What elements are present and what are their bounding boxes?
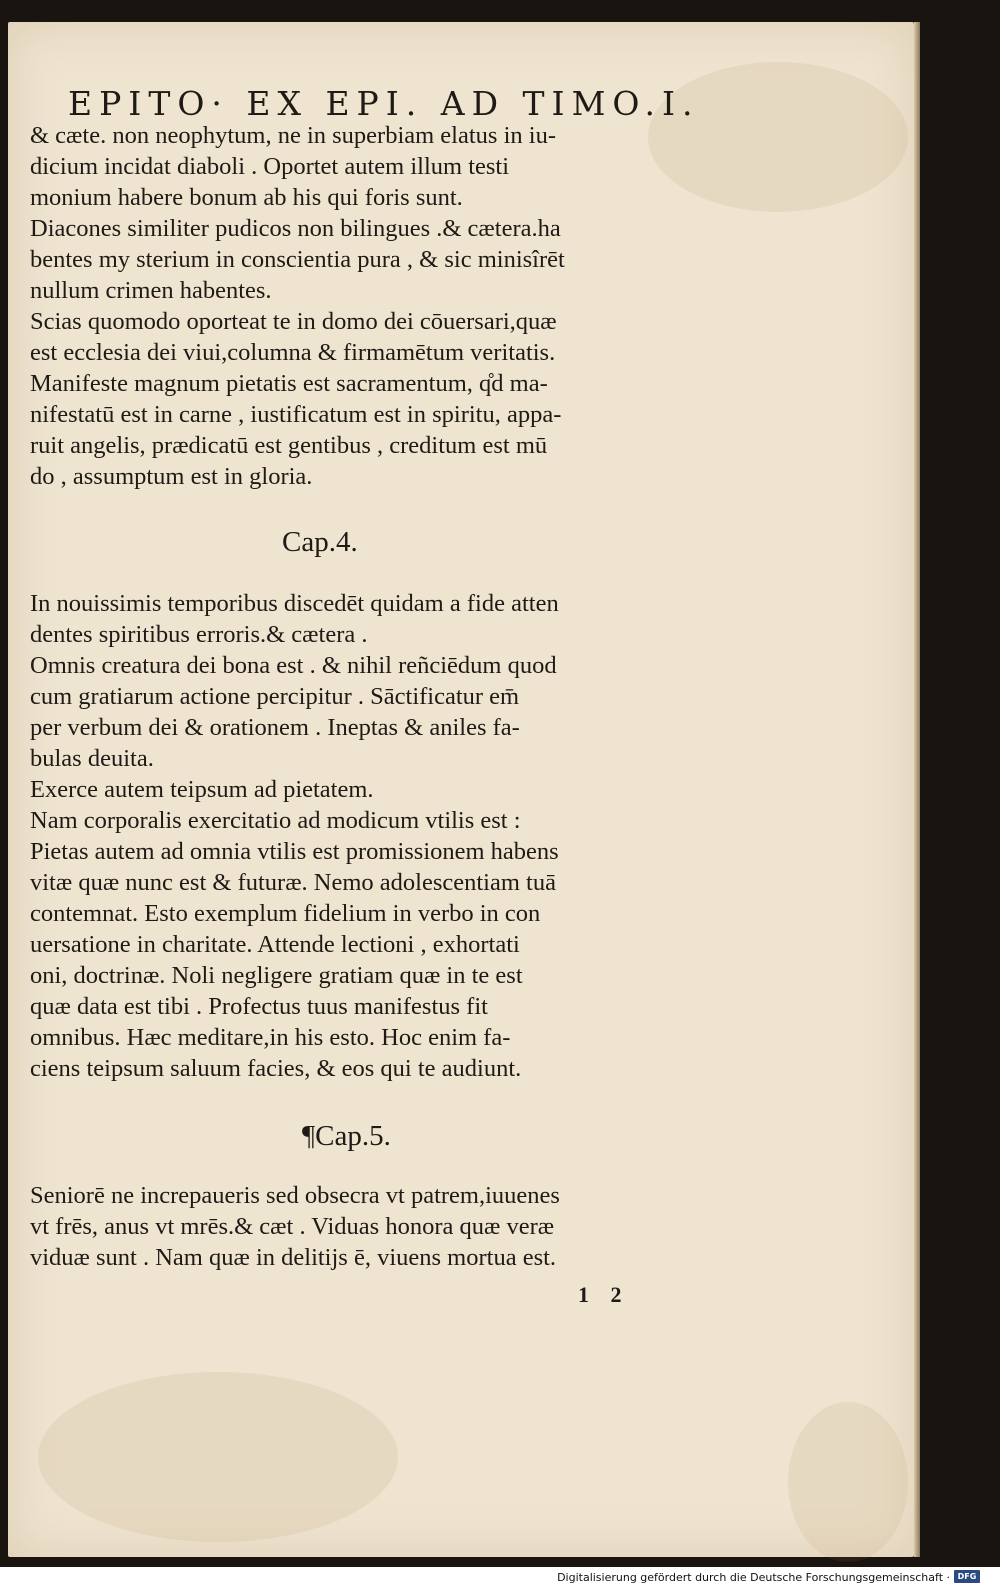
text-line: nifestatū est in carne , iustificatum est in spiritu, appa- xyxy=(30,401,562,428)
running-head: EPITO· EX EPI. AD TIMO.I. xyxy=(68,84,700,123)
page-edge xyxy=(914,22,920,1557)
text-line: uersatione in charitate. Attende lectioni , exhortati xyxy=(30,931,520,958)
text-line: Manifeste magnum pietatis est sacramentum, q̊d ma- xyxy=(30,370,548,397)
text-block-cap-3-end xyxy=(30,120,750,492)
text-line: Nam corporalis exercitatio ad modicum vtilis est : xyxy=(30,807,521,834)
text-line: bentes my sterium in conscientia pura , & sic minisîrēt xyxy=(30,246,565,273)
text-line: cum gratiarum actione percipitur . Sāctificatur em̄ xyxy=(30,683,520,710)
text-line: bulas deuita. xyxy=(30,745,154,772)
text-line: vitæ quæ nunc est & futuræ. Nemo adolescentiam tuā xyxy=(30,869,556,896)
text-line: ruit angelis, prædicatū est gentibus , creditum est mū xyxy=(30,432,548,459)
text-line: oni, doctrinæ. Noli negligere gratiam quæ in te est xyxy=(30,962,523,989)
text-line: quæ data est tibi . Profectus tuus manifestus fit xyxy=(30,993,488,1020)
text-line: per verbum dei & orationem . Ineptas & aniles fa- xyxy=(30,714,520,741)
chapter-heading-4: Cap.4. xyxy=(282,526,358,558)
text-line: Pietas autem ad omnia vtilis est promissionem habens xyxy=(30,838,559,865)
paper-stain xyxy=(788,1402,908,1562)
text-line: est ecclesia dei viui,columna & firmamētum veritatis. xyxy=(30,339,556,366)
text-line: dicium incidat diaboli . Oportet autem illum testi xyxy=(30,153,510,180)
chapter-heading-5: ¶Cap.5. xyxy=(302,1120,391,1152)
text-line: do , assumptum est in gloria. xyxy=(30,463,313,490)
text-line: monium habere bonum ab his qui foris sunt. xyxy=(30,184,463,211)
text-line: vt frēs, anus vt mrēs.& cæt . Viduas honora quæ veræ xyxy=(30,1213,555,1240)
text-block-cap-5 xyxy=(30,1180,750,1273)
text-line: Omnis creatura dei bona est . & nihil reñciēdum quod xyxy=(30,652,557,679)
text-line: Scias quomodo oporteat te in domo dei cōuersari,quæ xyxy=(30,308,557,335)
text-line: & cæte. non neophytum, ne in superbiam elatus in iu- xyxy=(30,122,556,149)
text-line: Diacones similiter pudicos non bilingues .& cætera.ha xyxy=(30,215,561,242)
text-line: Exerce autem teipsum ad pietatem. xyxy=(30,776,374,803)
funding-credit: Digitalisierung gefördert durch die Deutsche Forschungsgemeinschaft · xyxy=(557,1571,950,1584)
text-line: ciens teipsum saluum facies, & eos qui te audiunt. xyxy=(30,1055,522,1082)
text-line: In nouissimis temporibus discedēt quidam a fide atten xyxy=(30,590,559,617)
signature-mark: 1 2 xyxy=(578,1282,630,1307)
text-line: dentes spiritibus erroris.& cætera . xyxy=(30,621,368,648)
dfg-logo-icon: DFG xyxy=(954,1570,980,1583)
text-line: contemnat. Esto exemplum fidelium in verbo in con xyxy=(30,900,541,927)
text-block-cap-4 xyxy=(30,588,750,1084)
text-line: viduæ sunt . Nam quæ in delitijs ē, viuens mortua est. xyxy=(30,1244,557,1271)
paper-stain xyxy=(38,1372,398,1542)
text-line: nullum crimen habentes. xyxy=(30,277,272,304)
text-line: omnibus. Hæc meditare,in his esto. Hoc enim fa- xyxy=(30,1024,511,1051)
text-line: Seniorē ne increpaueris sed obsecra vt patrem,iuuenes xyxy=(30,1182,560,1209)
